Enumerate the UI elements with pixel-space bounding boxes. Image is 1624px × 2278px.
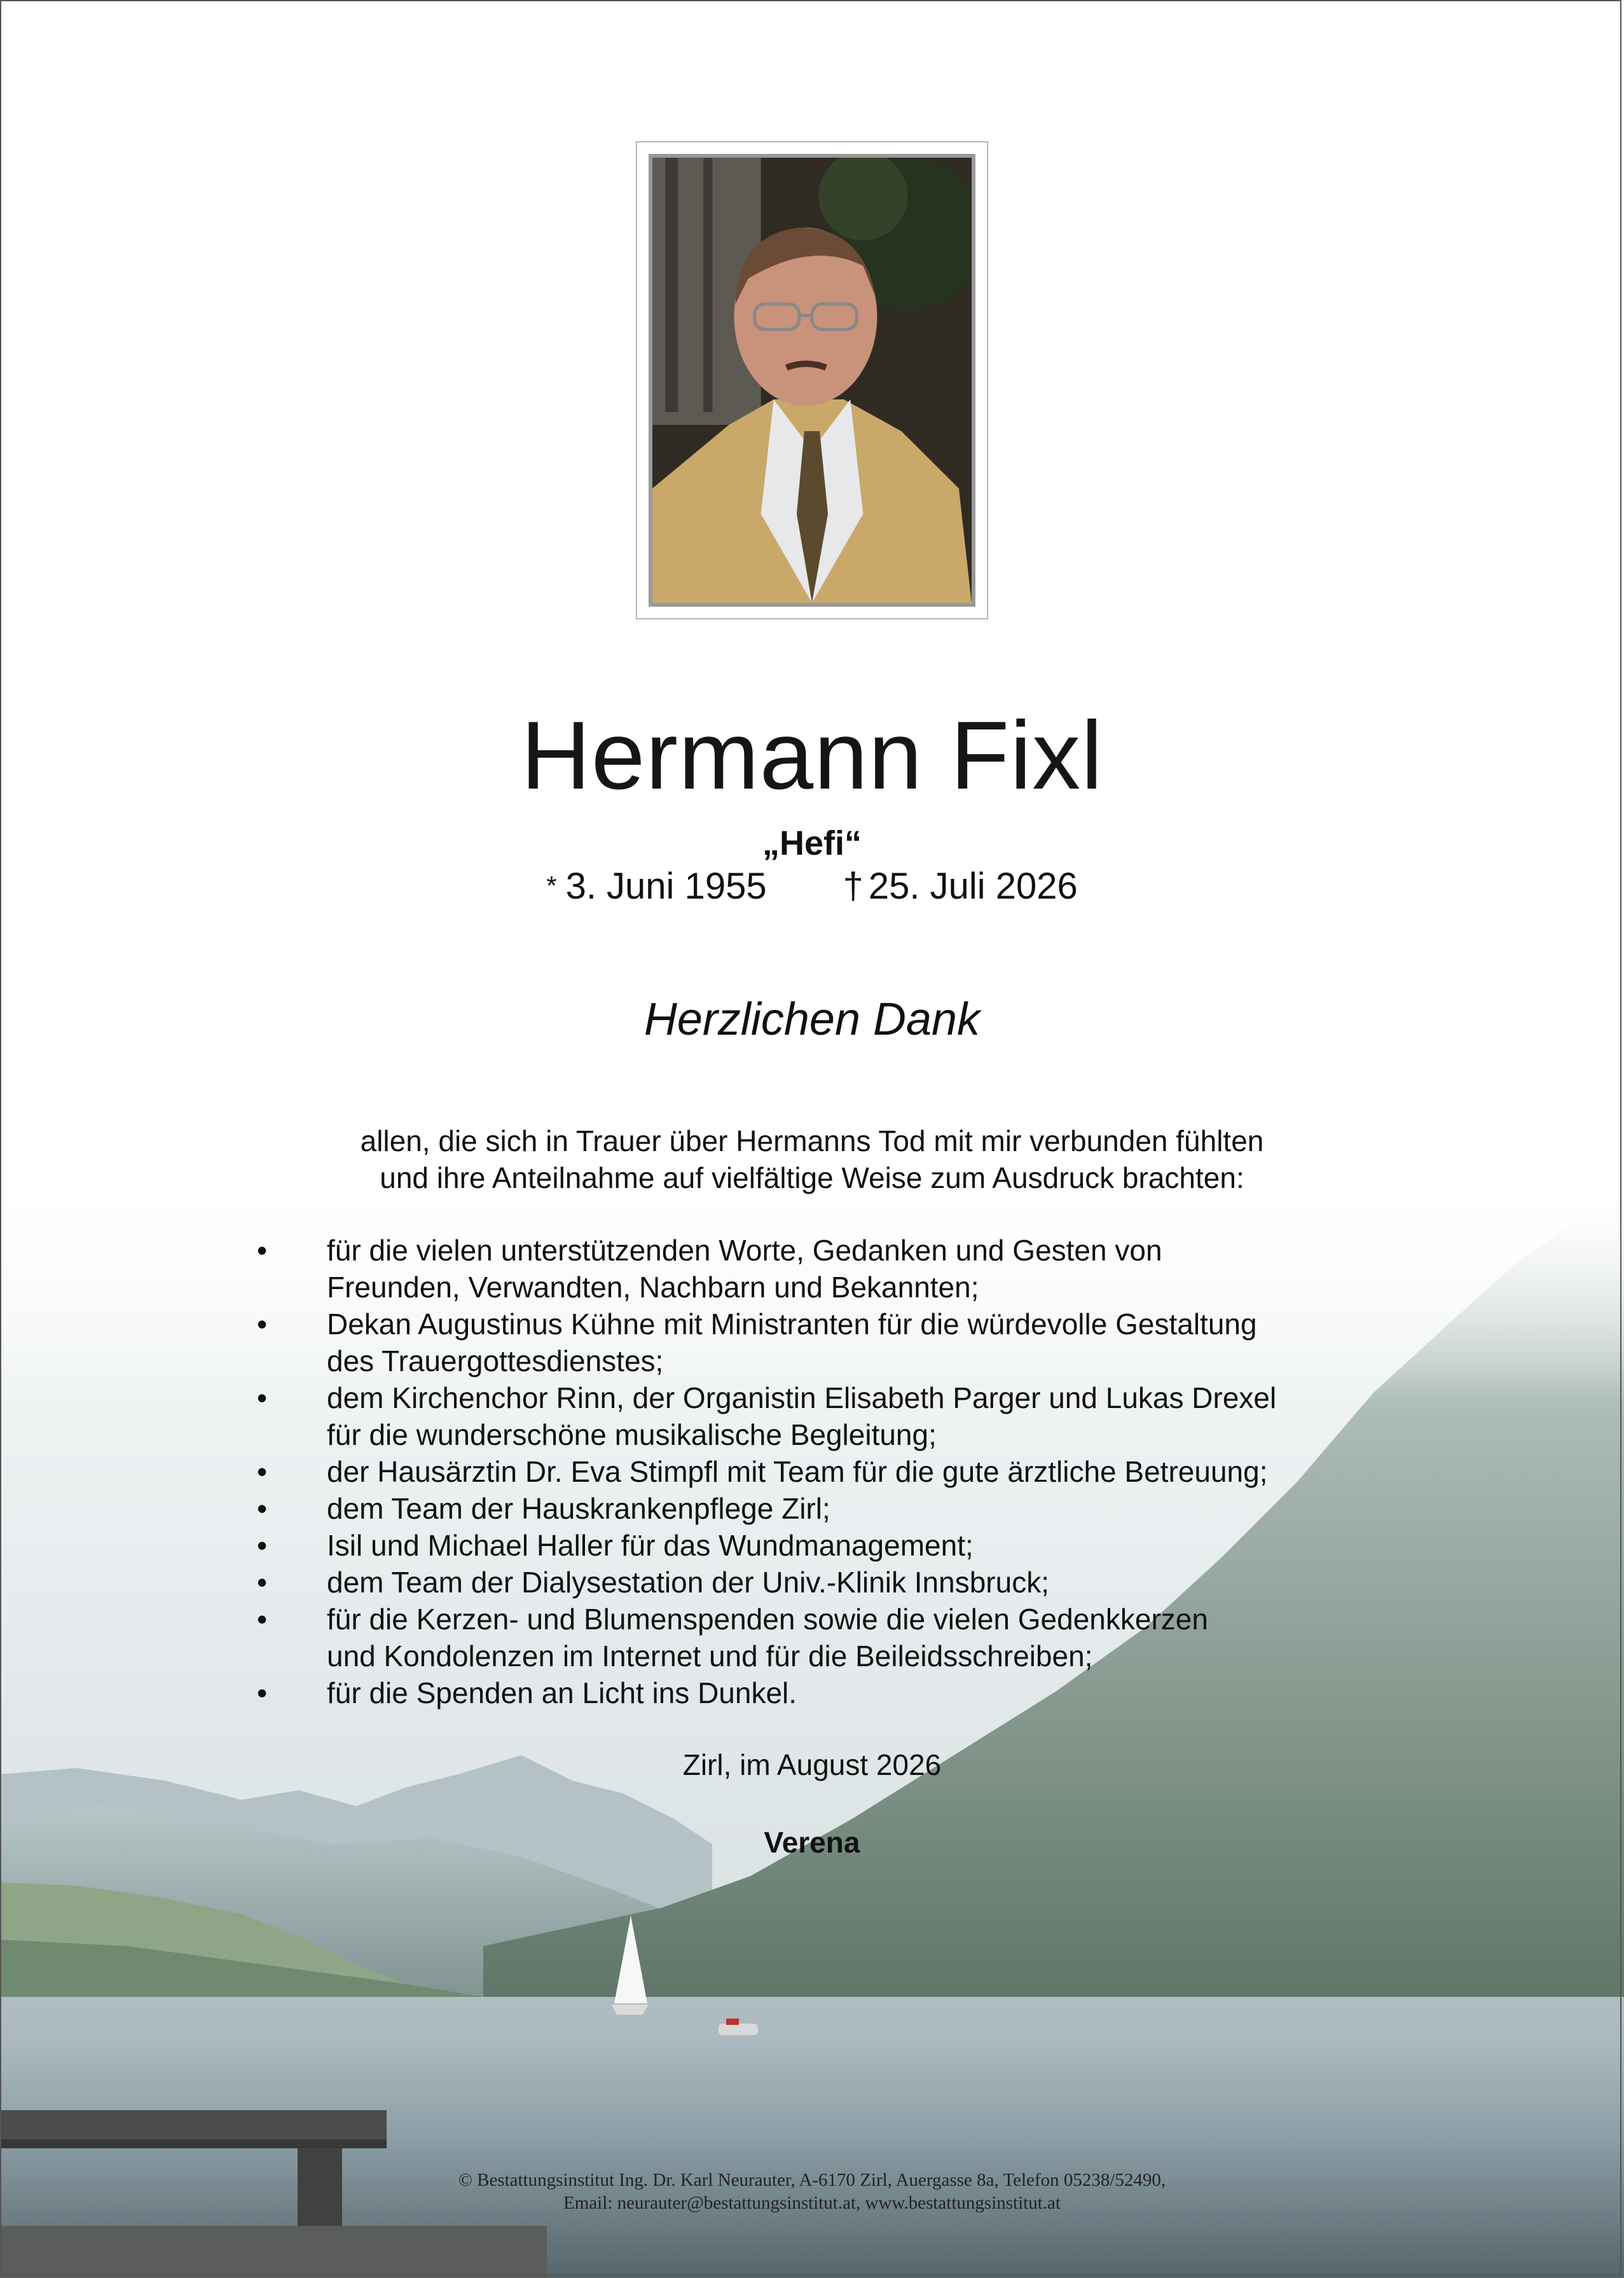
portrait-frame [636, 141, 988, 619]
signature: Verena [764, 1826, 860, 1859]
list-item-line: für die wunderschöne musikalische Begleitung; [327, 1418, 937, 1451]
list-item [254, 1601, 1462, 1674]
death-symbol: † [843, 866, 864, 907]
place-date: Zirl, im August 2026 [682, 1748, 942, 1781]
list-item-line: • Dekan Augustinus Kühne mit Ministranten für die würdevolle Gestaltung [327, 1308, 1257, 1341]
list-item-line: • Isil und Michael Haller für das Wundmanagement; [327, 1529, 974, 1562]
list-item [254, 1674, 1462, 1711]
list-item [254, 1232, 1462, 1306]
list-item-line: • der Hausärztin Dr. Eva Stimpfl mit Team für die gute ärztliche Betreuung; [327, 1455, 1268, 1488]
thanks-list [254, 1232, 1462, 1711]
intro-text [0, 1122, 1624, 1196]
birth-date: 3. Juni 1955 [565, 866, 767, 907]
list-item [254, 1379, 1462, 1453]
list-item-line: • für die Spenden an Licht ins Dunkel. [327, 1676, 797, 1709]
list-item-line: Freunden, Verwandten, Nachbarn und Bekannten; [327, 1271, 979, 1304]
life-dates [0, 865, 1624, 908]
list-item-line: • dem Team der Hauskrankenpflege Zirl; [327, 1492, 830, 1525]
list-item-line: des Trauergottesdienstes; [327, 1344, 664, 1377]
list-item-line: • dem Team der Dialysestation der Univ.-Klinik Innsbruck; [327, 1566, 1049, 1599]
intro-line: allen, die sich in Trauer über Hermanns Tod mit mir verbunden fühlten [360, 1124, 1264, 1157]
nickname: „Hefi“ [762, 824, 862, 862]
death-date: 25. Juli 2026 [868, 866, 1078, 907]
footer-line: Email: neurauter@bestattungsinstitut.at, www.bestattungsinstitut.at [563, 2193, 1061, 2213]
birth-symbol: * [546, 871, 557, 901]
intro-line: und ihre Anteilnahme auf vielfältige Weise zum Ausdruck brachten: [380, 1161, 1244, 1194]
birth-date-group [546, 865, 766, 908]
list-item-line: • für die vielen unterstützenden Worte, Gedanken und Gesten von [327, 1234, 1162, 1267]
list-item-line: • für die Kerzen- und Blumenspenden sowie die vielen Gedenkkerzen [327, 1603, 1208, 1636]
footer-imprint [0, 2169, 1624, 2214]
list-item-line: • dem Kirchenchor Rinn, der Organistin Elisabeth Parger und Lukas Drexel [327, 1381, 1277, 1414]
list-item [254, 1490, 1462, 1527]
list-item [254, 1527, 1462, 1564]
thanks-title: Herzlichen Dank [643, 994, 981, 1045]
deceased-name: Hermann Fixl [521, 701, 1103, 810]
footer-line: © Bestattungsinstitut Ing. Dr. Karl Neurauter, A-6170 Zirl, Auergasse 8a, Telefon 05238/52490, [458, 2170, 1166, 2190]
list-item [254, 1564, 1462, 1601]
list-item [254, 1306, 1462, 1379]
list-item [254, 1453, 1462, 1490]
list-item-line: und Kondolenzen im Internet und für die Beileidsschreiben; [327, 1639, 1093, 1673]
portrait-photo-icon [652, 158, 972, 603]
